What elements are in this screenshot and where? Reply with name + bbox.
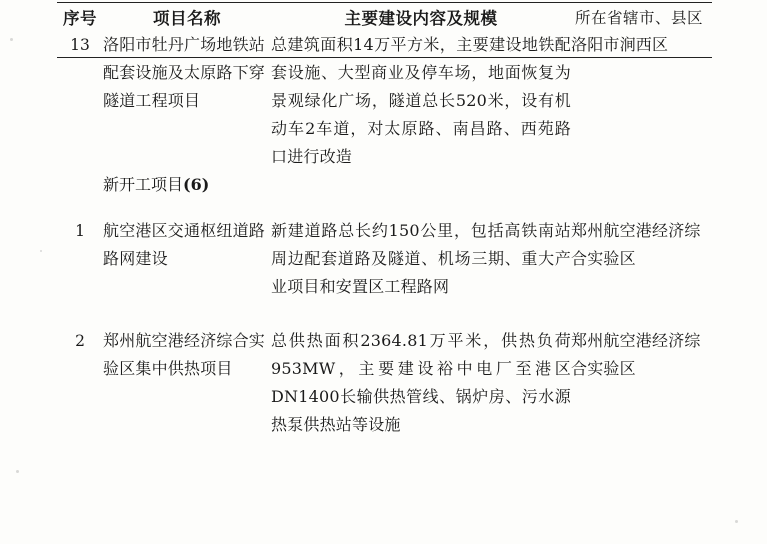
section-heading-text: 新开工项目	[103, 175, 184, 194]
row-spacer	[57, 199, 712, 217]
row-project-name: 郑州航空港经济综合实验区集中供热项目	[103, 331, 266, 378]
scan-speckle	[10, 38, 13, 41]
row-location: 洛阳市涧西区	[571, 35, 669, 54]
row-number: 13	[70, 36, 90, 54]
column-header-location: 所在省辖市、县区	[575, 9, 704, 27]
row-description: 新建道路总长约150公里，包括高铁南站周边配套道路及隧道、机场三期、重大产业项目和安置区工程路网	[271, 221, 571, 296]
section-heading-count: (6)	[183, 175, 210, 194]
table-top-rule	[57, 2, 712, 3]
row-spacer	[57, 301, 712, 327]
row-description: 总供热面积2364.81万平米，供热负荷953MW，主要建设裕中电厂至港区DN1400长输供热管线、锅炉房、污水源热泵供热站等设施	[271, 331, 571, 434]
table-row	[57, 31, 712, 171]
section-heading-new-projects	[103, 171, 271, 199]
row-project-name: 航空港区交通枢纽道路路网建设	[103, 221, 266, 268]
scan-speckle	[16, 470, 19, 473]
section-spacer	[57, 171, 103, 199]
section-spacer	[571, 171, 712, 199]
table-row	[57, 217, 712, 301]
section-heading-row	[57, 171, 712, 199]
row-location: 郑州航空港经济综合实验区	[571, 221, 701, 268]
row-location: 郑州航空港经济综合实验区	[571, 331, 701, 378]
scan-speckle	[735, 520, 738, 523]
row-project-name: 洛阳市牡丹广场地铁站配套设施及太原路下穿隧道工程项目	[103, 35, 266, 110]
row-description: 总建筑面积14万平方米，主要建设地铁配套设施、大型商业及停车场，地面恢复为景观绿化广场，隧道总长520米，设有机动车2车道，对太原路、南昌路、西苑路口进行改造	[271, 35, 571, 166]
row-number: 1	[75, 222, 85, 240]
column-header-project-name: 项目名称	[153, 9, 221, 28]
column-header-number: 序号	[63, 9, 97, 28]
table-row	[57, 327, 712, 439]
column-header-content-scale: 主要建设内容及规模	[344, 9, 498, 28]
row-number: 2	[75, 332, 85, 350]
project-table	[57, 6, 712, 439]
scan-speckle	[40, 250, 42, 252]
section-spacer	[271, 171, 571, 199]
table-header-row	[57, 6, 712, 31]
